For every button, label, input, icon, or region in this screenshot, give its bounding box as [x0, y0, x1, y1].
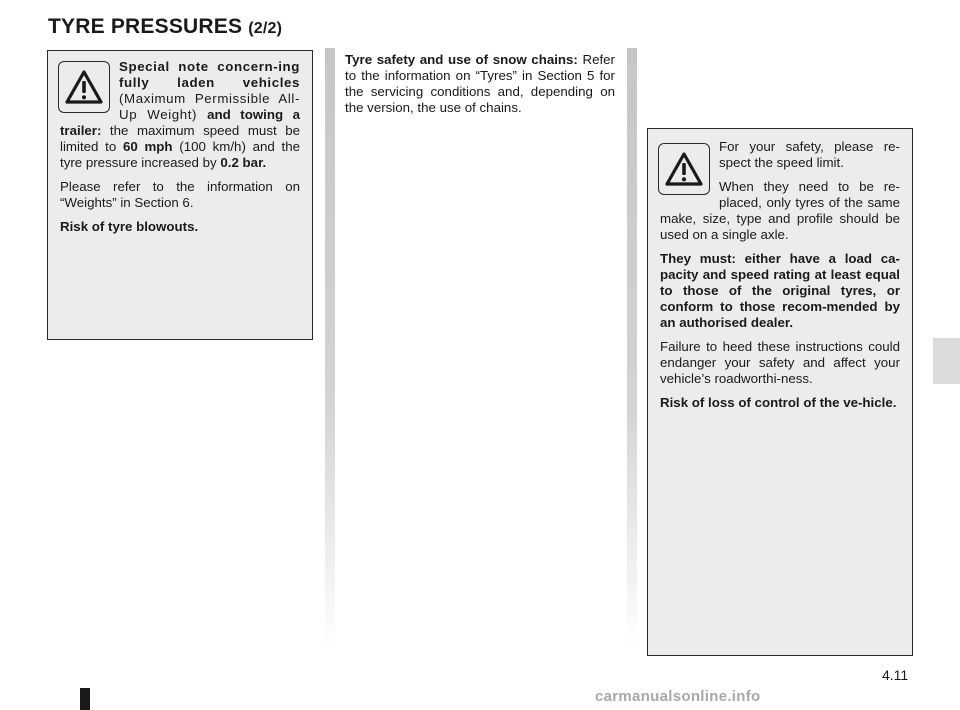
load-rating-text: They must: either have a load ca-pacity and speed rating at least equal to those of the original tyres, or conform to those recom-mended by an authorised dealer. — [660, 251, 900, 330]
snow-chains-section — [345, 52, 615, 116]
snow-chains-paragraph — [345, 52, 615, 116]
watermark: carmanualsonline.info — [595, 688, 761, 705]
page-number: 4.11 — [882, 667, 909, 683]
snow-chains-heading: Tyre safety and use of snow chains: — [345, 52, 578, 67]
title-part-indicator: (2/2) — [248, 20, 283, 37]
tyre-replacement-paragraph: When they need to be re-placed, only tyres of the same make, size, type and profile should be used on a single axle. — [660, 179, 900, 242]
section-thumb-tab — [933, 338, 960, 384]
speed-value: 60 mph — [122, 139, 173, 154]
control-risk-text: Risk of loss of control of the ve-hicle. — [660, 395, 897, 410]
failure-warning-paragraph: Failure to heed these instructions could endanger your safety and affect your vehicle’s roadworthi-ness. — [660, 339, 900, 386]
blowout-risk — [60, 219, 300, 235]
pressure-value: 0.2 bar. — [220, 155, 267, 170]
column-divider-left — [325, 48, 335, 648]
snow-chains-body: Refer to the information on “Tyres” in Section 5 for the servicing conditions and, depending on the version, the use of chains. — [345, 52, 615, 115]
page-edge-marker — [80, 688, 90, 710]
warning-box-laden-towing — [47, 50, 313, 340]
speed-limit-paragraph: For your safety, please re-spect the speed limit. — [719, 139, 900, 170]
blowout-risk-text: Risk of tyre blowouts. — [60, 219, 199, 234]
page-title — [48, 15, 282, 39]
towing-heading: and towing a trailer: — [60, 107, 300, 138]
title-text: TYRE PRESSURES — [48, 15, 243, 38]
control-risk — [660, 395, 900, 411]
pressure-text: (100 km/h) and the tyre pressure increased by — [60, 139, 300, 170]
speed-limit-text: the maximum speed must be limited to — [60, 123, 300, 154]
warning-triangle-icon — [58, 61, 110, 113]
weights-reference: Please refer to the information on “Weights” in Section 6. — [60, 179, 300, 210]
column-divider-right — [627, 48, 637, 648]
load-rating-paragraph — [660, 251, 900, 331]
warning-box-speed-tyres — [647, 128, 913, 656]
laden-weight-note: (Maximum Permissible All-Up Weight) — [119, 91, 300, 122]
warning-triangle-icon — [658, 143, 710, 195]
laden-heading: Special note concern-ing fully laden vehicles — [119, 59, 300, 90]
